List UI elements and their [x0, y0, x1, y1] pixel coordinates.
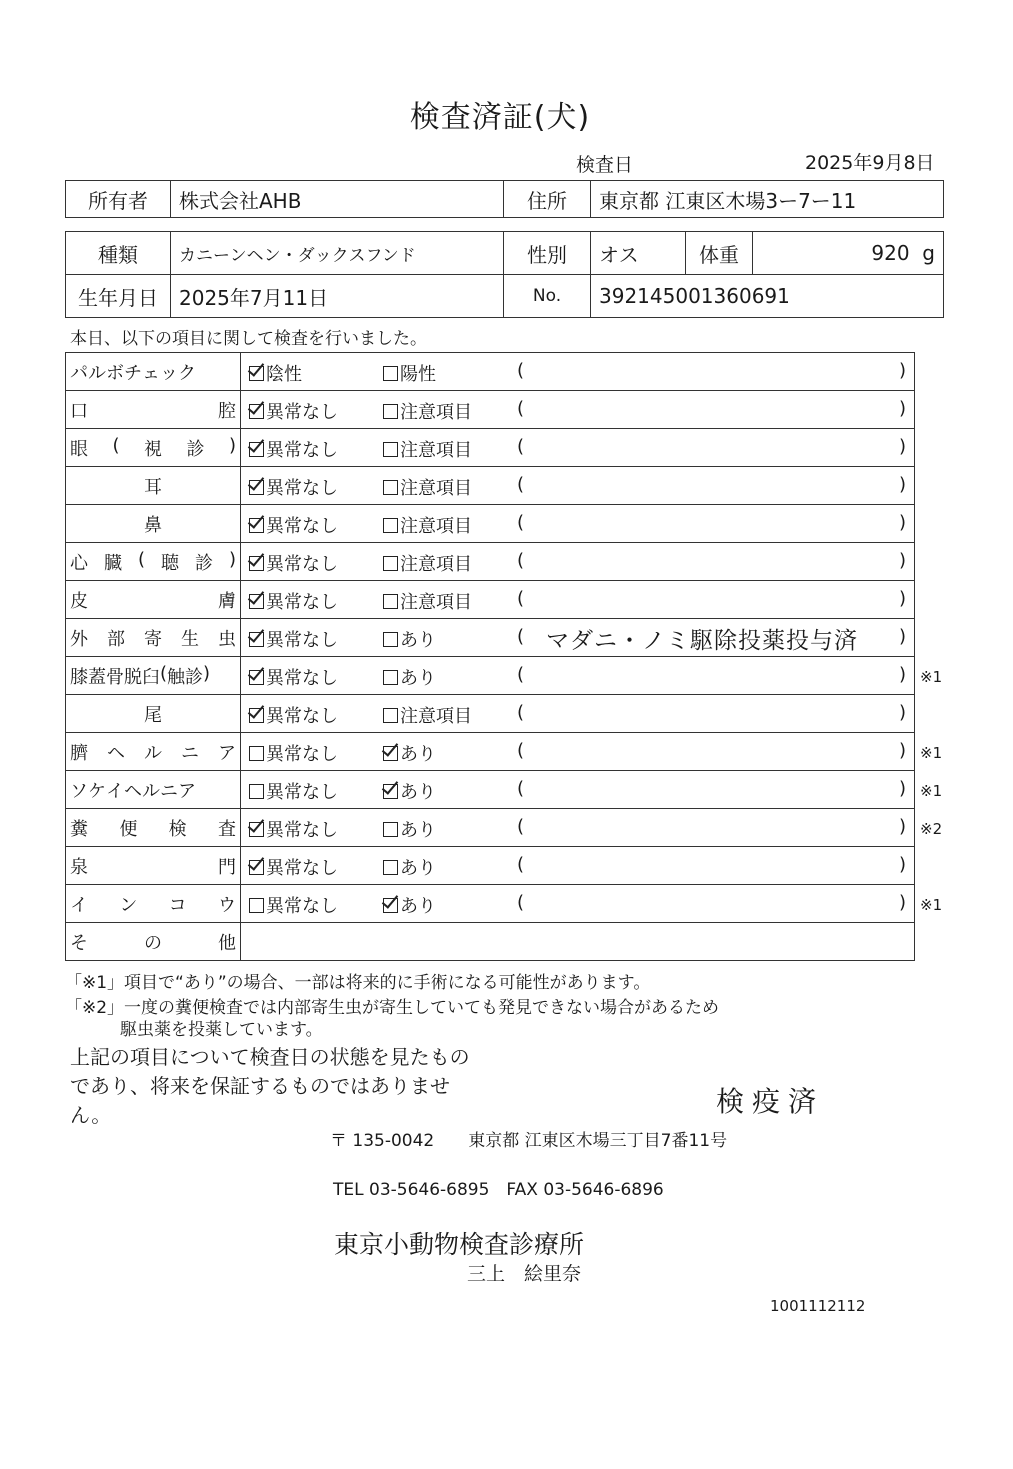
checkbox-icon[interactable]: [249, 784, 264, 799]
option-label: あり: [400, 820, 436, 841]
option-normal[interactable]: [249, 588, 338, 614]
paren-close: ): [898, 892, 906, 913]
checked-box-icon[interactable]: [249, 442, 264, 457]
reference-mark: ※2: [920, 820, 943, 838]
label-char: ヘ: [107, 742, 125, 764]
paren-open: (: [517, 474, 525, 495]
checks-table: [65, 352, 915, 961]
option-normal[interactable]: [249, 360, 302, 386]
label-char: 外: [70, 628, 88, 650]
label-char: ): [228, 548, 236, 570]
label-char: ク: [178, 362, 196, 384]
option-label: あり: [400, 744, 436, 765]
label-char: 部: [107, 628, 125, 650]
weight-cell: [753, 232, 944, 275]
option-label: 注意項目: [400, 554, 472, 575]
clinic-name: 東京小動物検査診療所: [334, 1230, 585, 1259]
paren-close: ): [898, 854, 906, 875]
label-char: 脱: [124, 666, 142, 688]
owner-value: 株式会社AHB: [171, 181, 504, 218]
option-label: あり: [400, 668, 436, 689]
check-options: [241, 429, 915, 467]
checked-box-icon[interactable]: [383, 898, 398, 913]
check-label: [66, 467, 241, 505]
reference-mark: ※1: [920, 782, 943, 800]
label-char: ン: [119, 894, 138, 916]
label-char: 泉: [70, 856, 88, 878]
option-label: 異常なし: [266, 706, 338, 727]
disclaimer: 上記の項目について検査日の状態を見たものであり、将来を保証するものではありません。: [70, 1045, 470, 1127]
option-label: 注意項目: [400, 592, 472, 613]
option-abnormal[interactable]: [383, 740, 436, 766]
paren-close: ): [898, 512, 906, 533]
checkbox-icon[interactable]: [383, 822, 398, 837]
footnote-2: 「※2」一度の糞便検査では内部寄生虫が寄生していても発見できない場合があるため: [65, 998, 720, 1018]
reference-mark: ※1: [920, 896, 943, 914]
paren-close: ): [898, 398, 906, 419]
sex-label: 性別: [504, 232, 591, 275]
option-label: 注意項目: [400, 402, 472, 423]
option-abnormal[interactable]: [383, 664, 436, 690]
option-normal[interactable]: [249, 550, 338, 576]
label-char: ニ: [181, 742, 199, 764]
owner-label: 所有者: [66, 181, 171, 218]
check-label: [66, 543, 241, 581]
checked-box-icon[interactable]: [249, 480, 264, 495]
check-options: [241, 733, 915, 771]
no-label: No.: [504, 275, 591, 318]
label-char: 臓: [103, 552, 122, 574]
checkbox-icon[interactable]: [383, 708, 398, 723]
check-row: [66, 695, 915, 733]
check-options: [241, 923, 915, 961]
checked-box-icon[interactable]: [249, 670, 264, 685]
option-normal[interactable]: [249, 816, 338, 842]
page-title: 検査済証(犬): [409, 100, 591, 135]
option-label: 注意項目: [400, 440, 472, 461]
address-value: 東京都 江東区木場3ー7ー11: [591, 181, 944, 218]
check-options: [241, 467, 915, 505]
paren-close: ): [898, 626, 906, 647]
check-row: [66, 505, 915, 543]
label-char: (: [137, 548, 145, 570]
paren-open: (: [517, 512, 525, 533]
label-char: 聴: [160, 552, 179, 574]
check-options: [241, 505, 915, 543]
pet-table: [65, 231, 944, 318]
option-label: 異常なし: [266, 516, 338, 537]
label-char: ウ: [217, 894, 236, 916]
option-normal[interactable]: [249, 892, 338, 918]
label-char: イ: [106, 780, 124, 802]
option-abnormal[interactable]: [383, 702, 472, 728]
exam-date-label: 検査日: [576, 154, 634, 176]
label-char: 虫: [218, 628, 236, 650]
label-char: ア: [178, 780, 196, 802]
option-normal[interactable]: [249, 398, 338, 424]
option-abnormal[interactable]: [383, 398, 472, 424]
type-label: 種類: [66, 232, 171, 275]
paren-open: (: [517, 436, 525, 457]
label-char: イ: [70, 894, 88, 916]
option-normal[interactable]: [249, 854, 338, 880]
label-char: 査: [217, 818, 236, 840]
check-label: [66, 581, 241, 619]
paren-close: ): [898, 816, 906, 837]
label-char: 診: [194, 552, 213, 574]
checkbox-icon[interactable]: [383, 860, 398, 875]
check-options: [241, 695, 915, 733]
label-char: 検: [168, 818, 187, 840]
label-char: 耳: [144, 476, 162, 498]
check-label: [66, 505, 241, 543]
check-row: [66, 391, 915, 429]
check-row: [66, 429, 915, 467]
option-label: 異常なし: [266, 744, 338, 765]
label-char: ル: [144, 742, 162, 764]
check-row: [66, 809, 915, 847]
label-char: 臍: [70, 742, 88, 764]
label-char: 膝: [70, 666, 88, 688]
label-char: 尾: [144, 704, 162, 726]
paren-open: (: [517, 816, 525, 837]
checked-box-icon[interactable]: [249, 822, 264, 837]
checked-box-icon[interactable]: [249, 366, 264, 381]
checkbox-icon[interactable]: [249, 898, 264, 913]
checkbox-icon[interactable]: [249, 746, 264, 761]
label-char: 糞: [70, 818, 88, 840]
option-normal[interactable]: [249, 740, 338, 766]
option-normal[interactable]: [249, 778, 338, 804]
label-char: 診: [185, 666, 204, 688]
label-char: の: [144, 932, 162, 954]
option-abnormal[interactable]: [383, 360, 436, 386]
check-label: [66, 885, 241, 923]
paren-close: ): [898, 588, 906, 609]
label-char: チ: [124, 362, 142, 384]
paren-close: ): [898, 436, 906, 457]
paren-open: (: [517, 778, 525, 799]
weight-value: 920: [871, 241, 910, 265]
label-char: 骨: [106, 666, 124, 688]
checkbox-icon[interactable]: [383, 594, 398, 609]
address-label: 住所: [504, 181, 591, 218]
label-char: ): [203, 662, 211, 684]
clinic-address: 〒 135-0042 東京都 江東区木場三丁目7番11号: [330, 1131, 728, 1151]
paren-open: (: [517, 360, 525, 381]
paren-close: ): [898, 474, 906, 495]
check-options: [241, 391, 915, 429]
check-row: [66, 353, 915, 391]
option-label: 陽性: [400, 364, 436, 385]
birth-label: 生年月日: [66, 275, 171, 318]
checked-box-icon[interactable]: [383, 784, 398, 799]
paren-close: ): [898, 664, 906, 685]
option-label: 異常なし: [266, 592, 338, 613]
label-char: 眼: [70, 438, 88, 460]
check-label: [66, 733, 241, 771]
check-note: マダニ・ノミ駆除投薬投与済: [546, 628, 858, 654]
vet-name: 三上 絵里奈: [467, 1263, 582, 1285]
option-label: 異常なし: [266, 630, 338, 651]
option-normal[interactable]: [249, 664, 338, 690]
type-value: カニーンヘン・ダックスフンド: [171, 232, 504, 275]
label-char: 便: [119, 818, 138, 840]
option-normal[interactable]: [249, 702, 338, 728]
label-char: ): [228, 434, 236, 456]
paren-close: ): [898, 702, 906, 723]
option-label: 異常なし: [266, 668, 338, 689]
paren-open: (: [517, 740, 525, 761]
check-options: [241, 885, 915, 923]
birth-value: 2025年7月11日: [171, 275, 504, 318]
reference-mark: ※1: [920, 744, 943, 762]
checked-box-icon[interactable]: [249, 556, 264, 571]
check-row: [66, 847, 915, 885]
checked-box-icon[interactable]: [249, 860, 264, 875]
option-label: 異常なし: [266, 402, 338, 423]
paren-close: ): [898, 740, 906, 761]
checked-box-icon[interactable]: [249, 632, 264, 647]
owner-table: [65, 180, 944, 218]
clinic-phone: TEL 03-5646-6895 FAX 03-5646-6896: [333, 1180, 664, 1200]
checked-box-icon[interactable]: [249, 404, 264, 419]
weight-label: 体重: [686, 232, 753, 275]
paren-close: ): [898, 550, 906, 571]
intro-text: 本日、以下の項目に関して検査を行いました。: [70, 329, 427, 349]
checked-box-icon[interactable]: [249, 518, 264, 533]
reference-mark: ※1: [920, 668, 943, 686]
paren-open: (: [517, 892, 525, 913]
option-label: 注意項目: [400, 516, 472, 537]
check-label: [66, 657, 241, 695]
checked-box-icon[interactable]: [383, 746, 398, 761]
option-abnormal[interactable]: [383, 588, 472, 614]
label-char: 蓋: [88, 666, 106, 688]
label-char: ケ: [88, 780, 106, 802]
check-row: [66, 885, 915, 923]
label-char: パ: [70, 362, 88, 384]
option-abnormal[interactable]: [383, 816, 436, 842]
label-char: 膚: [218, 590, 236, 612]
checked-box-icon[interactable]: [249, 708, 264, 723]
paren-open: (: [517, 550, 525, 571]
label-char: ル: [88, 362, 106, 384]
label-char: 口: [70, 400, 88, 422]
option-label: 異常なし: [266, 440, 338, 461]
option-label: あり: [400, 896, 436, 917]
option-label: 異常なし: [266, 858, 338, 879]
weight-unit: g: [922, 241, 935, 265]
checkbox-icon[interactable]: [383, 442, 398, 457]
check-label: [66, 353, 241, 391]
check-row: [66, 771, 915, 809]
option-label: あり: [400, 858, 436, 879]
label-char: ェ: [142, 362, 160, 384]
label-char: ボ: [106, 362, 124, 384]
option-abnormal[interactable]: [383, 436, 472, 462]
label-char: 腔: [218, 400, 236, 422]
checkbox-icon[interactable]: [383, 556, 398, 571]
check-options: [241, 809, 915, 847]
check-label: [66, 923, 241, 961]
label-char: 心: [70, 552, 88, 574]
check-label: [66, 771, 241, 809]
check-row: [66, 543, 915, 581]
check-row: [66, 467, 915, 505]
checkbox-icon[interactable]: [383, 366, 398, 381]
paren-open: (: [517, 702, 525, 723]
option-label: あり: [400, 630, 436, 651]
label-char: ッ: [160, 362, 178, 384]
option-label: 異常なし: [266, 782, 338, 803]
check-options: [241, 543, 915, 581]
paren-open: (: [517, 664, 525, 685]
label-char: そ: [70, 932, 88, 954]
check-options: [241, 847, 915, 885]
quarantine-stamp: 検疫済: [716, 1085, 825, 1118]
check-options: [241, 353, 915, 391]
paren-open: (: [517, 398, 525, 419]
exam-date: 2025年9月8日: [805, 152, 935, 174]
paren-open: (: [517, 854, 525, 875]
check-options: [241, 771, 915, 809]
sex-value: オス: [591, 232, 686, 275]
option-label: 異常なし: [266, 896, 338, 917]
checkbox-icon[interactable]: [383, 518, 398, 533]
option-abnormal[interactable]: [383, 892, 436, 918]
paren-open: (: [517, 588, 525, 609]
option-abnormal[interactable]: [383, 550, 472, 576]
option-normal[interactable]: [249, 512, 338, 538]
label-char: 他: [218, 932, 236, 954]
check-row: [66, 923, 915, 961]
option-abnormal[interactable]: [383, 474, 472, 500]
check-label: [66, 391, 241, 429]
label-char: ヘ: [124, 780, 142, 802]
check-row: [66, 733, 915, 771]
paren-open: (: [517, 626, 525, 647]
check-label: [66, 695, 241, 733]
paren-close: ): [898, 778, 906, 799]
checked-box-icon[interactable]: [249, 594, 264, 609]
label-char: ル: [142, 780, 160, 802]
label-char: ア: [218, 742, 236, 764]
check-options: [241, 657, 915, 695]
check-options: [241, 581, 915, 619]
footnote-2-cont: 駆虫薬を投薬しています。: [120, 1020, 323, 1040]
option-normal[interactable]: [249, 436, 338, 462]
option-abnormal[interactable]: [383, 626, 436, 652]
paren-close: ): [898, 360, 906, 381]
option-label: 異常なし: [266, 820, 338, 841]
check-row: [66, 657, 915, 695]
option-label: 注意項目: [400, 706, 472, 727]
check-row: [66, 619, 915, 657]
checkbox-icon[interactable]: [383, 480, 398, 495]
option-label: あり: [400, 782, 436, 803]
option-label: 注意項目: [400, 478, 472, 499]
label-char: 触: [167, 666, 186, 688]
checkbox-icon[interactable]: [383, 404, 398, 419]
option-abnormal[interactable]: [383, 778, 436, 804]
label-char: 生: [181, 628, 199, 650]
option-normal[interactable]: [249, 474, 338, 500]
label-char: (: [112, 434, 120, 456]
label-char: 鼻: [144, 514, 162, 536]
option-label: 異常なし: [266, 478, 338, 499]
checkbox-icon[interactable]: [383, 670, 398, 685]
check-label: [66, 809, 241, 847]
no-value: 392145001360691: [591, 275, 944, 318]
label-char: 寄: [144, 628, 162, 650]
label-char: 臼: [142, 666, 160, 688]
footnote-1: 「※1」項目で“あり”の場合、一部は将来的に手術になる可能性があります。: [65, 973, 651, 993]
label-char: 門: [218, 856, 236, 878]
check-options: [241, 619, 915, 657]
option-abnormal[interactable]: [383, 512, 472, 538]
check-label: [66, 429, 241, 467]
check-row: [66, 581, 915, 619]
option-normal[interactable]: [249, 626, 338, 652]
document-number: 1001112112: [770, 1297, 866, 1315]
check-label: [66, 847, 241, 885]
label-char: コ: [168, 894, 187, 916]
label-char: 診: [186, 438, 205, 460]
check-label: [66, 619, 241, 657]
label-char: (: [160, 662, 168, 684]
option-abnormal[interactable]: [383, 854, 436, 880]
label-char: 皮: [70, 590, 88, 612]
label-char: ニ: [160, 780, 178, 802]
checkbox-icon[interactable]: [383, 632, 398, 647]
option-label: 異常なし: [266, 554, 338, 575]
option-label: 陰性: [266, 364, 302, 385]
label-char: 視: [144, 438, 162, 460]
label-char: ソ: [70, 780, 88, 802]
